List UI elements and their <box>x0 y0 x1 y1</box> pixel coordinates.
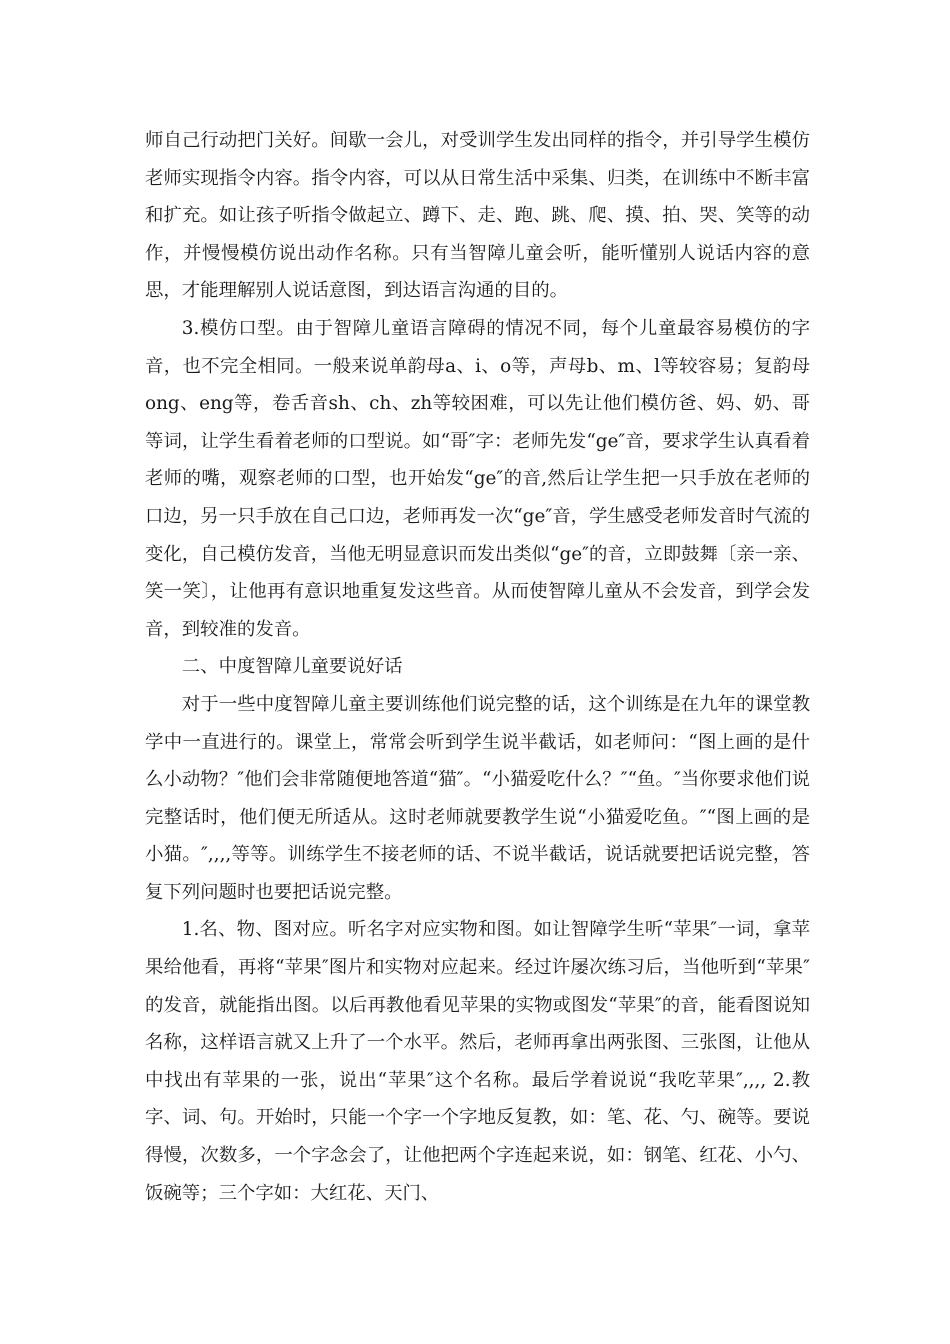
paragraph-1: 师自己行动把门关好。间歇一会儿，对受训学生发出同样的指令，并引导学生模仿老师实现指令内容。指令内容，可以从日常生活中采集、归类，在训练中不断丰富和扩充。如让孩子听指令做起立、蹲下、走、跑、跳、爬、摸、拍、哭、笑等的动作，并慢慢模仿说出动作名称。只有当智障儿童会听，能听懂别人说话内容的意思，才能理解别人说话意图，到达语言沟通的目的。 <box>145 130 810 302</box>
section-heading: 二、中度智障儿童要说好话 <box>181 656 403 678</box>
document-page <box>145 122 810 1212</box>
paragraph-3: 对于一些中度智障儿童主要训练他们说完整的话，这个训练是在九年的课堂教学中一直进行的。课堂上，常常会听到学生说半截话，如老师问：“图上画的是什么小动物？″他们会非常随便地答道“猫″。“小猫爱吃什么？″“鱼。″当你要求他们说完整话时，他们便无所适从。这时老师就要教学生说“小猫爱吃鱼。″“图上画的是小猫。″,,,,等等。训练学生不接老师的话、不说半截话，说话就要把话说完整，答复下列问题时也要把话说完整。 <box>145 693 810 903</box>
paragraph-4: 1.名、物、图对应。听名字对应实物和图。如让智障学生听“苹果″一词，拿苹果给他看，再将“苹果″图片和实物对应起来。经过许屡次练习后，当他听到“苹果″的发音，就能指出图。以后再教他看见苹果的实物或图发“苹果″的音，能看图说知名称，这样语言就又上升了一个水平。然后，老师再拿出两张图、三张图，让他从中找出有苹果的一张，说出“苹果″这个名称。最后学着说说“我吃苹果″,,,, 2.教字、词、句。开始时，只能一个字一个字地反复教，如：笔、花、勺、碗等。要说得慢，次数多，一个字念会了，让他把两个字连起来说，如：钢笔、红花、小勺、饭碗等；三个字如：大红花、天门、 <box>145 919 810 1204</box>
paragraph-2: 3.模仿口型。由于智障儿童语言障碍的情况不同，每个儿童最容易模仿的字音，也不完全相同。一般来说单韵母a、i、o等，声母b、m、l等较容易；复韵母ong、eng等，卷舌音sh、ch、zh等较困难，可以先让他们模仿爸、妈、奶、哥等词，让学生看着老师的口型说。如“哥″字：老师先发“ge″音，要求学生认真看着老师的嘴，观察老师的口型，也开始发“ge″的音,然后让学生把一只手放在老师的口边，另一只手放在自己口边，老师再发一次“ge″音，学生感受老师发音时气流的变化，自己模仿发音，当他无明显意识而发出类似“ge″的音，立即鼓舞〔亲一亲、笑一笑〕，让他再有意识地重复发这些音。从而使智障儿童从不会发音，到学会发音，到较准的发音。 <box>145 317 810 640</box>
